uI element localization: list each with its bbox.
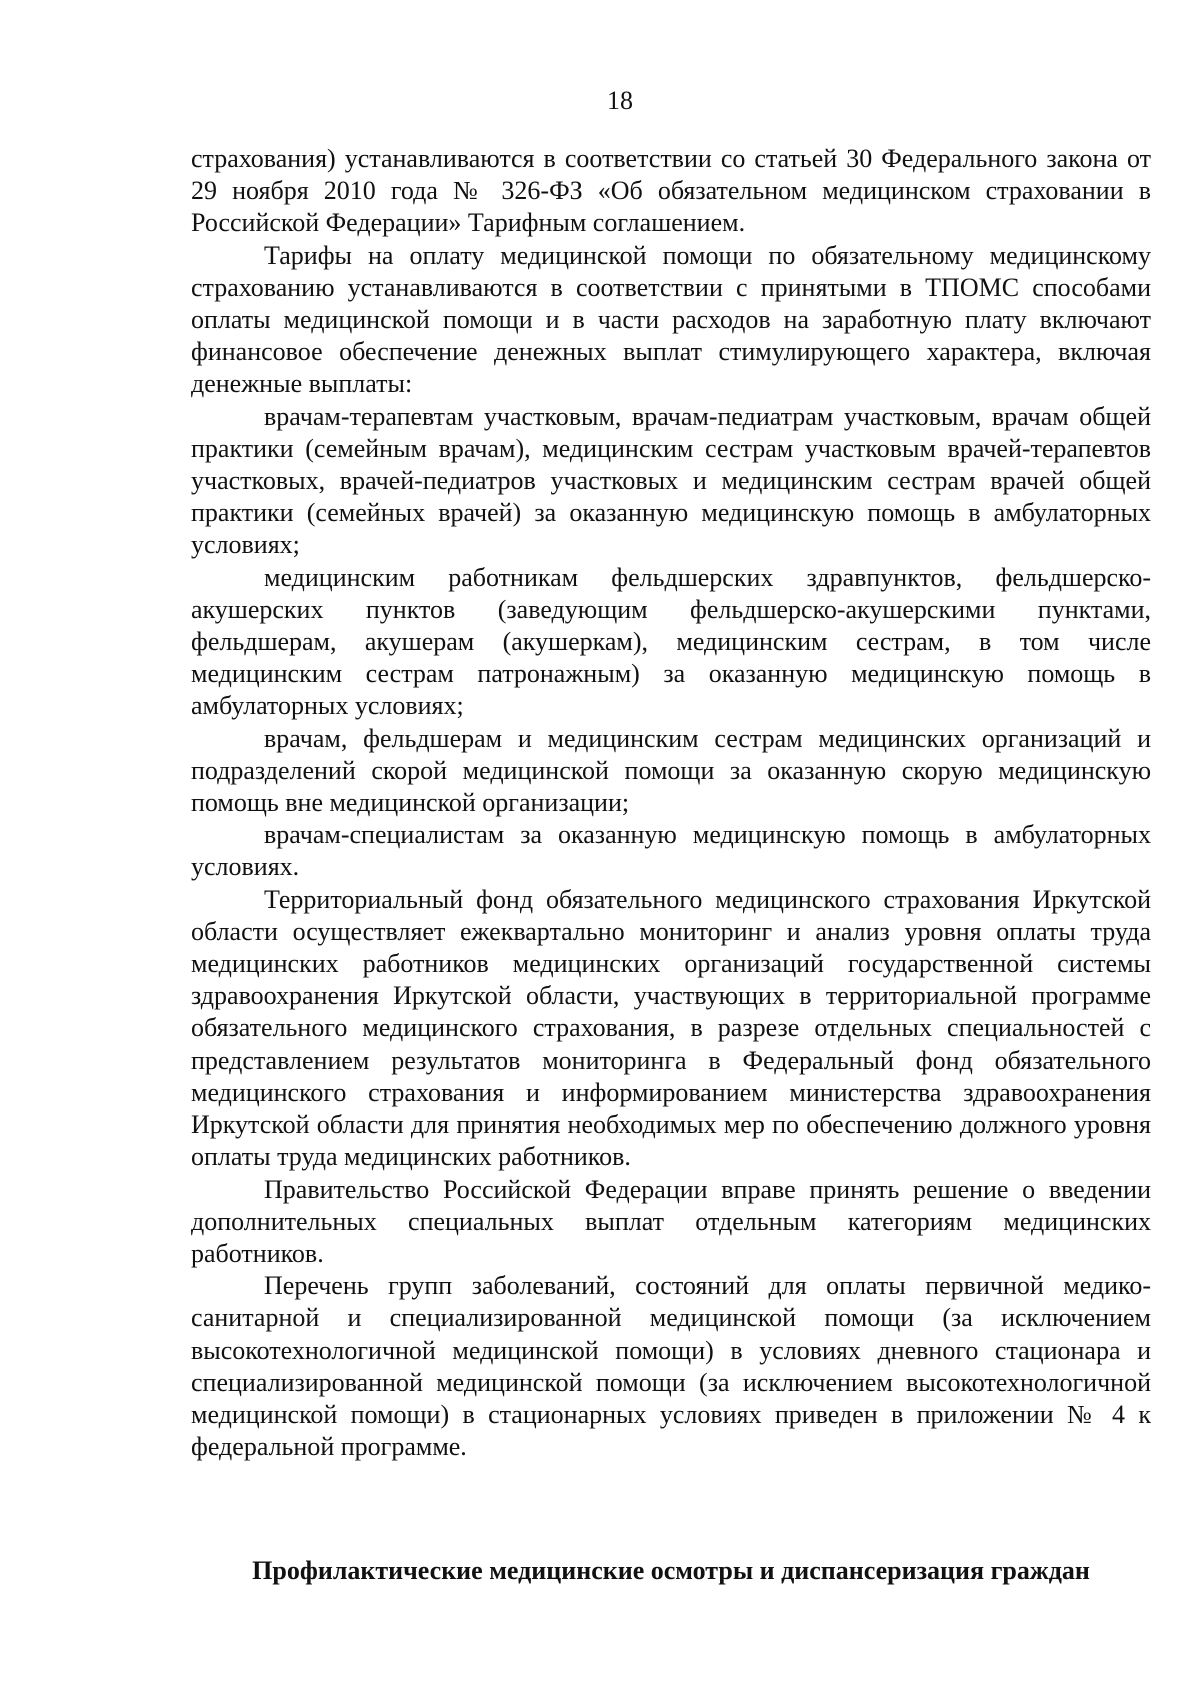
paragraph-1: страхования) устанавливаются в соответствии со статьей 30 Федерального закона от 29 ноября 2010 года № 326-ФЗ «Об обязательном медицинском страховании в Российской Федерации» Тарифным соглашением. bbox=[191, 144, 1151, 238]
paragraph-2: Тарифы на оплату медицинской помощи по обязательному медицинскому страхованию устанавливаются в соответствии с принятыми в ТПОМС способами оплаты медицинской помощи и в части расходов на заработную плату включают финансовое обеспечение денежных выплат стимулирующего характера, включая денежные выплаты: bbox=[191, 240, 1151, 399]
paragraph-5: врачам, фельдшерам и медицинским сестрам медицинских организаций и подразделений скорой медицинской помощи за оказанную скорую медицинскую помощь вне медицинской организации; bbox=[191, 723, 1151, 818]
document-body bbox=[191, 143, 1151, 1463]
paragraph-7: Территориальный фонд обязательного медицинского страхования Иркутской области осуществляет ежеквартально мониторинг и анализ уровня оплаты труда медицинских работников медицинских организаций государственной системы здравоохранения Иркутской области, участвующих в территориальной программе обязательного медицинского страхования, в разрезе отдельных специальностей с представлением результатов мониторинга в Федеральный фонд обязательного медицинского страхования и информированием министерства здравоохранения Иркутской области для принятия необходимых мер по обеспечению должного уровня оплаты труда медицинских работников. bbox=[191, 884, 1151, 1172]
section-heading: Профилактические медицинские осмотры и диспансеризация граждан bbox=[252, 1556, 1090, 1585]
paragraph-8: Правительство Российской Федерации вправе принять решение о введении дополнительных специальных выплат отдельным категориям медицинских работников. bbox=[191, 1174, 1151, 1268]
page-number: 18 bbox=[607, 86, 633, 115]
paragraph-9: Перечень групп заболеваний, состояний для оплаты первичной медико-санитарной и специализированной медицинской помощи (за исключением высокотехнологичной медицинской помощи) в условиях дневного стационара и специализированной медицинской помощи (за исключением высокотехнологичной медицинской помощи) в стационарных условиях приведен в приложении № 4 к федеральной программе. bbox=[191, 1271, 1151, 1462]
paragraph-4: медицинским работникам фельдшерских здравпунктов, фельдшерско-акушерских пунктов (заведующим фельдшерско-акушерскими пунктами, фельдшерам, акушерам (акушеркам), медицинским сестрам, в том числе медицинским сестрам патронажным) за оказанную медицинскую помощь в амбулаторных условиях; bbox=[191, 562, 1151, 721]
paragraph-6: врачам-специалистам за оказанную медицинскую помощь в амбулаторных условиях. bbox=[191, 820, 1151, 882]
paragraph-3: врачам-терапевтам участковым, врачам-педиатрам участковым, врачам общей практики (семейным врачам), медицинским сестрам участковым врачей-терапевтов участковых, врачей-педиатров участковых и медицинским сестрам врачей общей практики (семейных врачей) за оказанную медицинскую помощь в амбулаторных условиях; bbox=[191, 401, 1151, 560]
